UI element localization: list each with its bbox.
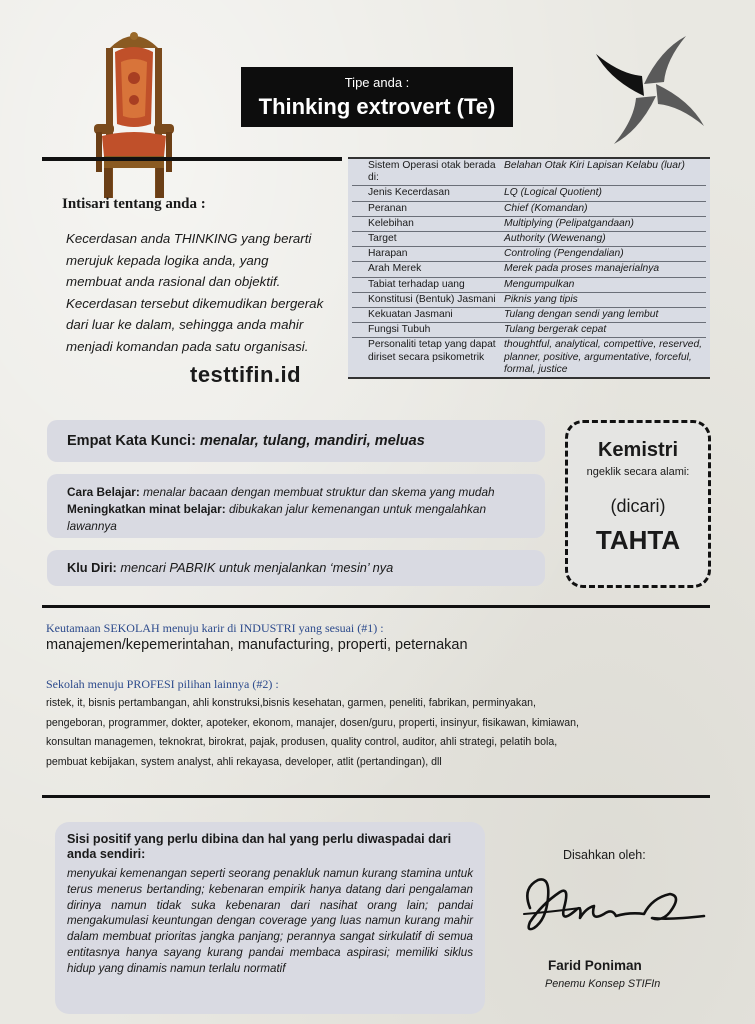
trait-key: Harapan — [368, 248, 408, 260]
cara-belajar-label: Cara Belajar: — [67, 485, 140, 499]
trait-value: Multiplying (Pelipatgandaan) — [504, 217, 634, 229]
traits-row — [352, 247, 706, 262]
traits-row — [352, 217, 706, 232]
trait-value: thoughtful, analytical, compettive, reserved, planner, positive, argumentative, forceful, formal, justice — [504, 339, 703, 375]
traits-row — [352, 293, 706, 308]
intisari-paragraph-1: Kecerdasan anda THINKING yang berarti merujuk kepada logika anda, yang membuat anda rasional dan objektif. — [66, 231, 312, 289]
disahkan-label: Disahkan oleh: — [563, 848, 646, 862]
intisari-title: Intisari tentang anda : — [62, 196, 206, 212]
intisari-text — [66, 228, 326, 357]
traits-row — [352, 338, 706, 377]
throne-icon — [88, 28, 180, 198]
trait-key: Sistem Operasi otak berada di: — [368, 160, 496, 184]
traits-row — [352, 262, 706, 277]
klu-diri-value: mencari PABRIK untuk menjalankan ‘mesin’ nya — [120, 560, 394, 575]
kemistri-value: TAHTA — [595, 525, 681, 555]
sisi-title: Sisi positif yang perlu dibina dan hal yang perlu diwaspadai dari anda sendiri: — [67, 832, 452, 861]
trait-key: Tabiat terhadap uang — [368, 278, 465, 290]
traits-row — [352, 159, 706, 186]
type-value: Thinking extrovert (Te) — [258, 94, 496, 119]
traits-row — [352, 323, 706, 338]
trait-value: Tulang bergerak cepat — [504, 324, 607, 336]
klu-diri-label: Klu Diri: — [67, 560, 117, 575]
kemistri-dicari: (dicari) — [610, 496, 666, 516]
trait-key: Jenis Kecerdasan — [368, 187, 450, 199]
kemistri-title: Kemistri — [597, 439, 679, 461]
trait-key: Konstitusi (Bentuk) Jasmani — [368, 293, 496, 305]
trait-value: Piknis yang tipis — [504, 293, 578, 305]
traits-row — [352, 186, 706, 201]
divider-2 — [42, 795, 710, 798]
keywords-box — [47, 420, 545, 462]
signature-image — [520, 868, 710, 948]
trait-key: Fungsi Tubuh — [368, 324, 431, 336]
type-label: Tipe anda : — [344, 75, 410, 90]
site-watermark: testtifin.id — [190, 362, 302, 387]
sekolah-industri-value: manajemen/kepemerintahan, manufacturing, properti, peternakan — [46, 637, 468, 653]
traits-table — [348, 157, 710, 379]
traits-row — [352, 308, 706, 323]
kemistri-box — [565, 420, 711, 588]
sekolah-profesi-list: ristek, it, bisnis pertambangan, ahli konstruksi,bisnis kesehatan, garmen, peneliti, fabrikan, perminyakan, pengeboran, programmer, dokter, apoteker, ekonom, manajer, dosen/guru, properti, insinyur, fisikawan, kimiawan, konsultan managemen, teknokrat, birokrat, pajak, produsen, quality control, auditor, ahli strategi, pelatih bola, pembuat kebijakan, system analyst, ahli rekayasa, developer, atlit (pertandingan), dll — [46, 697, 579, 768]
traits-row — [352, 232, 706, 247]
minat-belajar-label: Meningkatkan minat belajar: — [67, 502, 226, 516]
trait-value: Merek pada proses manajerialnya — [504, 263, 660, 275]
trait-key: Kelebihan — [368, 217, 414, 229]
trait-value: LQ (Logical Quotient) — [504, 187, 602, 199]
trait-value: Tulang dengan sendi yang lembut — [504, 309, 659, 321]
trait-key: Kekuatan Jasmani — [368, 309, 453, 321]
trait-value: Belahan Otak Kiri Lapisan Kelabu (luar) — [504, 160, 685, 171]
sisi-box — [55, 822, 485, 1014]
trait-key: Personaliti tetap yang dapat diriset secara psikometrik — [368, 339, 496, 363]
signer-role: Penemu Konsep STIFIn — [545, 978, 661, 990]
intisari-paragraph-2: Kecerdasan tersebut dikemudikan bergerak dari luar ke dalam, sehingga anda mahir menjadi komandan pada satu organisasi. — [66, 295, 324, 354]
traits-row — [352, 202, 706, 217]
kemistri-subtitle: ngeklik secara alami: — [586, 466, 690, 478]
sekolah-profesi-title: Sekolah menuju PROFESI pilihan lainnya (#2) : — [46, 677, 279, 691]
trait-value: Chief (Komandan) — [504, 202, 588, 214]
shuriken-logo-icon — [590, 30, 710, 148]
learning-box — [47, 474, 545, 538]
traits-row — [352, 278, 706, 293]
learning-text — [67, 484, 537, 535]
divider-left — [42, 157, 342, 161]
keywords-label: Empat Kata Kunci: — [67, 433, 196, 449]
keywords-text — [67, 433, 425, 449]
sisi-body: menyukai kemenangan seperti seorang penakluk namun kurang stamina untuk terus menerus bertanding; kebenaran empirik hanya datang dari pengalaman dirinya namun tidak suka kebenaran dari nasihat orang lain; pandai mengakumulasi keuntungan dengan coverage yang luas namun kurang mahir dalam membuat prioritas jangka panjang; perannya sangat sirkulatif di semua entitasnya hanya sayang kurang pandai membaca aspirasi; memiliki siklus hidup yang dinamis namun terlalu normatif — [67, 867, 473, 975]
trait-value: Controling (Pengendalian) — [504, 248, 624, 260]
klu-diri-box — [47, 550, 545, 586]
trait-key: Peranan — [368, 202, 407, 214]
trait-value: Mengumpulkan — [504, 278, 575, 290]
divider-1 — [42, 605, 710, 608]
cara-belajar-value: menalar bacaan dengan membuat struktur dan skema yang mudah — [143, 485, 495, 499]
minat-belajar-value: dibukakan jalur kemenangan untuk mengalahkan lawannya — [67, 502, 487, 533]
trait-key: Target — [368, 233, 397, 245]
personality-type-box — [241, 67, 513, 127]
trait-value: Authority (Wewenang) — [504, 233, 606, 245]
klu-diri-text — [67, 560, 393, 575]
signer-name: Farid Poniman — [548, 958, 642, 973]
sekolah-industri-title: Keutamaan SEKOLAH menuju karir di INDUSTRI yang sesuai (#1) : — [46, 621, 384, 635]
trait-key: Arah Merek — [368, 263, 422, 275]
keywords-value: menalar, tulang, mandiri, meluas — [199, 433, 425, 449]
